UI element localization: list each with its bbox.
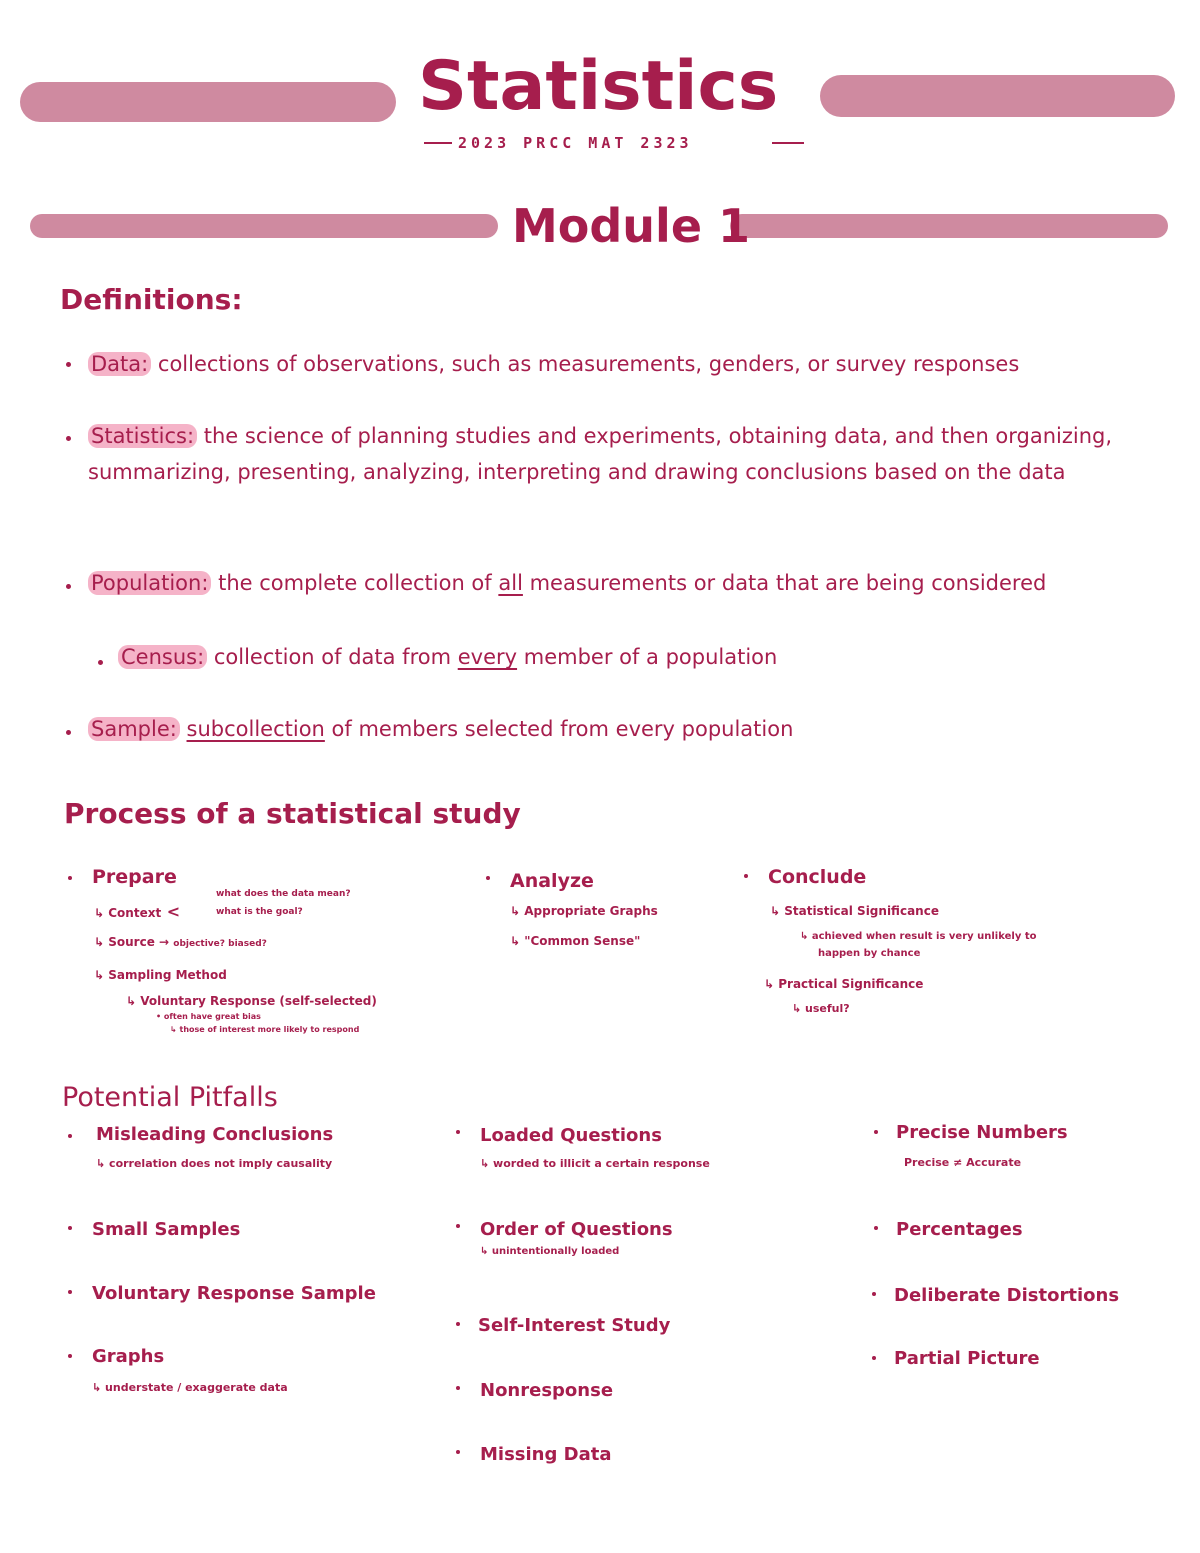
stat-sig-item: ↳ Statistical Significance xyxy=(770,904,939,918)
bullet xyxy=(68,1354,72,1358)
pitfall-nonresponse: Nonresponse xyxy=(480,1380,614,1401)
definition-census xyxy=(118,639,1018,675)
definition-text: the complete collection of xyxy=(211,571,499,595)
graphs-label: Appropriate Graphs xyxy=(524,904,658,918)
bias-text: often have great bias xyxy=(163,1012,261,1021)
emphasis-subcollection: subcollection xyxy=(186,717,325,741)
course-subtitle: 2023 PRCC MAT 2323 xyxy=(458,134,693,152)
loaded-note-text: worded to illicit a certain response xyxy=(493,1157,710,1170)
pitfall-small-samples: Small Samples xyxy=(92,1219,241,1240)
definition-text: of members selected from every population xyxy=(324,717,794,741)
misleading-note-text: correlation does not imply causality xyxy=(109,1157,333,1170)
term-census: Census: xyxy=(118,645,207,669)
interest-text: those of interest more likely to respond xyxy=(179,1025,360,1034)
pitfall-graphs: Graphs xyxy=(92,1346,165,1367)
module-bar-right xyxy=(730,214,1168,238)
bullet xyxy=(66,730,71,735)
analyze-title: Analyze xyxy=(510,870,594,892)
context-question-1: what does the data mean? xyxy=(216,889,351,899)
source-label: Source xyxy=(108,935,155,949)
module-bar-left xyxy=(30,214,498,238)
definition-data xyxy=(88,346,1148,382)
pitfall-order: Order of Questions xyxy=(480,1219,673,1240)
bullet xyxy=(68,1226,72,1230)
source-item: ↳ Source → objective? biased? xyxy=(94,935,267,949)
graphs-note: ↳ understate / exaggerate data xyxy=(92,1381,288,1394)
bullet xyxy=(68,876,72,880)
loaded-note: ↳ worded to illicit a certain response xyxy=(480,1157,710,1170)
definition-population xyxy=(88,565,1168,601)
emphasis-all: all xyxy=(498,571,523,595)
sense-item: ↳ "Common Sense" xyxy=(510,934,641,948)
pitfall-deliberate: Deliberate Distortions xyxy=(894,1285,1120,1306)
stat-sig-note-1: ↳ achieved when result is very unlikely to xyxy=(800,931,1037,942)
subtitle-dash-left xyxy=(424,142,452,144)
definition-text: the science of planning studies and experiments, obtaining data, and then organizing, summarizing, presenting, analyzing, interpreting and drawing conclusions based on the data xyxy=(88,424,1113,484)
conclude-title: Conclude xyxy=(768,866,867,888)
definition-sample xyxy=(88,711,988,747)
bullet xyxy=(874,1130,878,1134)
useful-text: useful? xyxy=(805,1002,850,1015)
bias-note: • often have great bias xyxy=(156,1012,261,1021)
definition-statistics xyxy=(88,418,1128,490)
definition-text: collections of observations, such as measurements, genders, or survey responses xyxy=(151,352,1020,376)
graphs-note-text: understate / exaggerate data xyxy=(105,1381,288,1394)
pitfall-missing: Missing Data xyxy=(480,1444,612,1465)
voluntary-item: ↳ Voluntary Response (self-selected) xyxy=(126,994,377,1008)
bullet xyxy=(486,876,490,880)
order-note: ↳ unintentionally loaded xyxy=(480,1246,620,1257)
pitfall-loaded: Loaded Questions xyxy=(480,1125,662,1146)
useful-note: ↳ useful? xyxy=(792,1002,850,1015)
bullet xyxy=(456,1386,460,1390)
prac-sig-label: Practical Significance xyxy=(778,977,924,991)
bullet xyxy=(66,362,71,367)
bullet xyxy=(456,1322,460,1326)
bullet xyxy=(872,1356,876,1360)
bullet xyxy=(456,1450,460,1454)
term-data: Data: xyxy=(88,352,151,376)
source-note: objective? biased? xyxy=(173,939,267,949)
interest-note: ↳ those of interest more likely to respond xyxy=(170,1025,360,1034)
process-heading: Process of a statistical study xyxy=(64,797,521,830)
voluntary-label: Voluntary Response (self-selected) xyxy=(140,994,377,1008)
pitfall-precise: Precise Numbers xyxy=(896,1122,1068,1143)
term-population: Population: xyxy=(88,571,211,595)
bullet xyxy=(744,874,748,878)
bullet xyxy=(66,584,71,589)
bullet xyxy=(98,660,103,665)
sense-label: "Common Sense" xyxy=(524,934,641,948)
definitions-heading: Definitions: xyxy=(60,283,243,316)
bullet xyxy=(874,1226,878,1230)
precise-note: Precise ≠ Accurate xyxy=(904,1156,1022,1169)
stat-note-text: achieved when result is very unlikely to xyxy=(811,931,1037,942)
bullet xyxy=(872,1292,876,1296)
title-bar-left xyxy=(20,82,396,122)
bullet xyxy=(68,1290,72,1294)
context-question-2: what is the goal? xyxy=(216,907,303,917)
prac-sig-item: ↳ Practical Significance xyxy=(764,977,924,991)
context-item: ↳ Context < xyxy=(94,902,181,921)
definition-text: collection of data from xyxy=(207,645,458,669)
graphs-item: ↳ Appropriate Graphs xyxy=(510,904,658,918)
stat-sig-label: Statistical Significance xyxy=(784,904,939,918)
bullet xyxy=(456,1224,460,1228)
sampling-item: ↳ Sampling Method xyxy=(94,968,227,982)
pitfall-misleading: Misleading Conclusions xyxy=(96,1124,334,1145)
bullet xyxy=(456,1130,460,1134)
pitfall-self-interest: Self-Interest Study xyxy=(478,1315,671,1336)
pitfalls-heading: Potential Pitfalls xyxy=(62,1082,278,1113)
definition-text: member of a population xyxy=(517,645,778,669)
subtitle-dash-right xyxy=(772,142,804,144)
emphasis-every: every xyxy=(457,645,518,669)
definition-text: measurements or data that are being considered xyxy=(522,571,1047,595)
pitfall-voluntary: Voluntary Response Sample xyxy=(92,1283,376,1304)
sampling-label: Sampling Method xyxy=(108,968,227,982)
stat-sig-note-2: happen by chance xyxy=(818,948,921,959)
term-statistics: Statistics: xyxy=(88,424,197,448)
pitfall-percentages: Percentages xyxy=(896,1219,1023,1240)
bullet xyxy=(66,436,71,441)
prepare-title: Prepare xyxy=(92,866,177,888)
misleading-note: ↳ correlation does not imply causality xyxy=(96,1157,333,1170)
term-sample: Sample: xyxy=(88,717,180,741)
title-bar-right xyxy=(820,75,1175,117)
module-title: Module 1 xyxy=(512,199,751,253)
context-label: Context xyxy=(108,906,162,920)
pitfall-partial: Partial Picture xyxy=(894,1348,1040,1369)
bullet xyxy=(68,1134,72,1138)
order-note-text: unintentionally loaded xyxy=(491,1246,620,1257)
page-title: Statistics xyxy=(418,47,779,126)
